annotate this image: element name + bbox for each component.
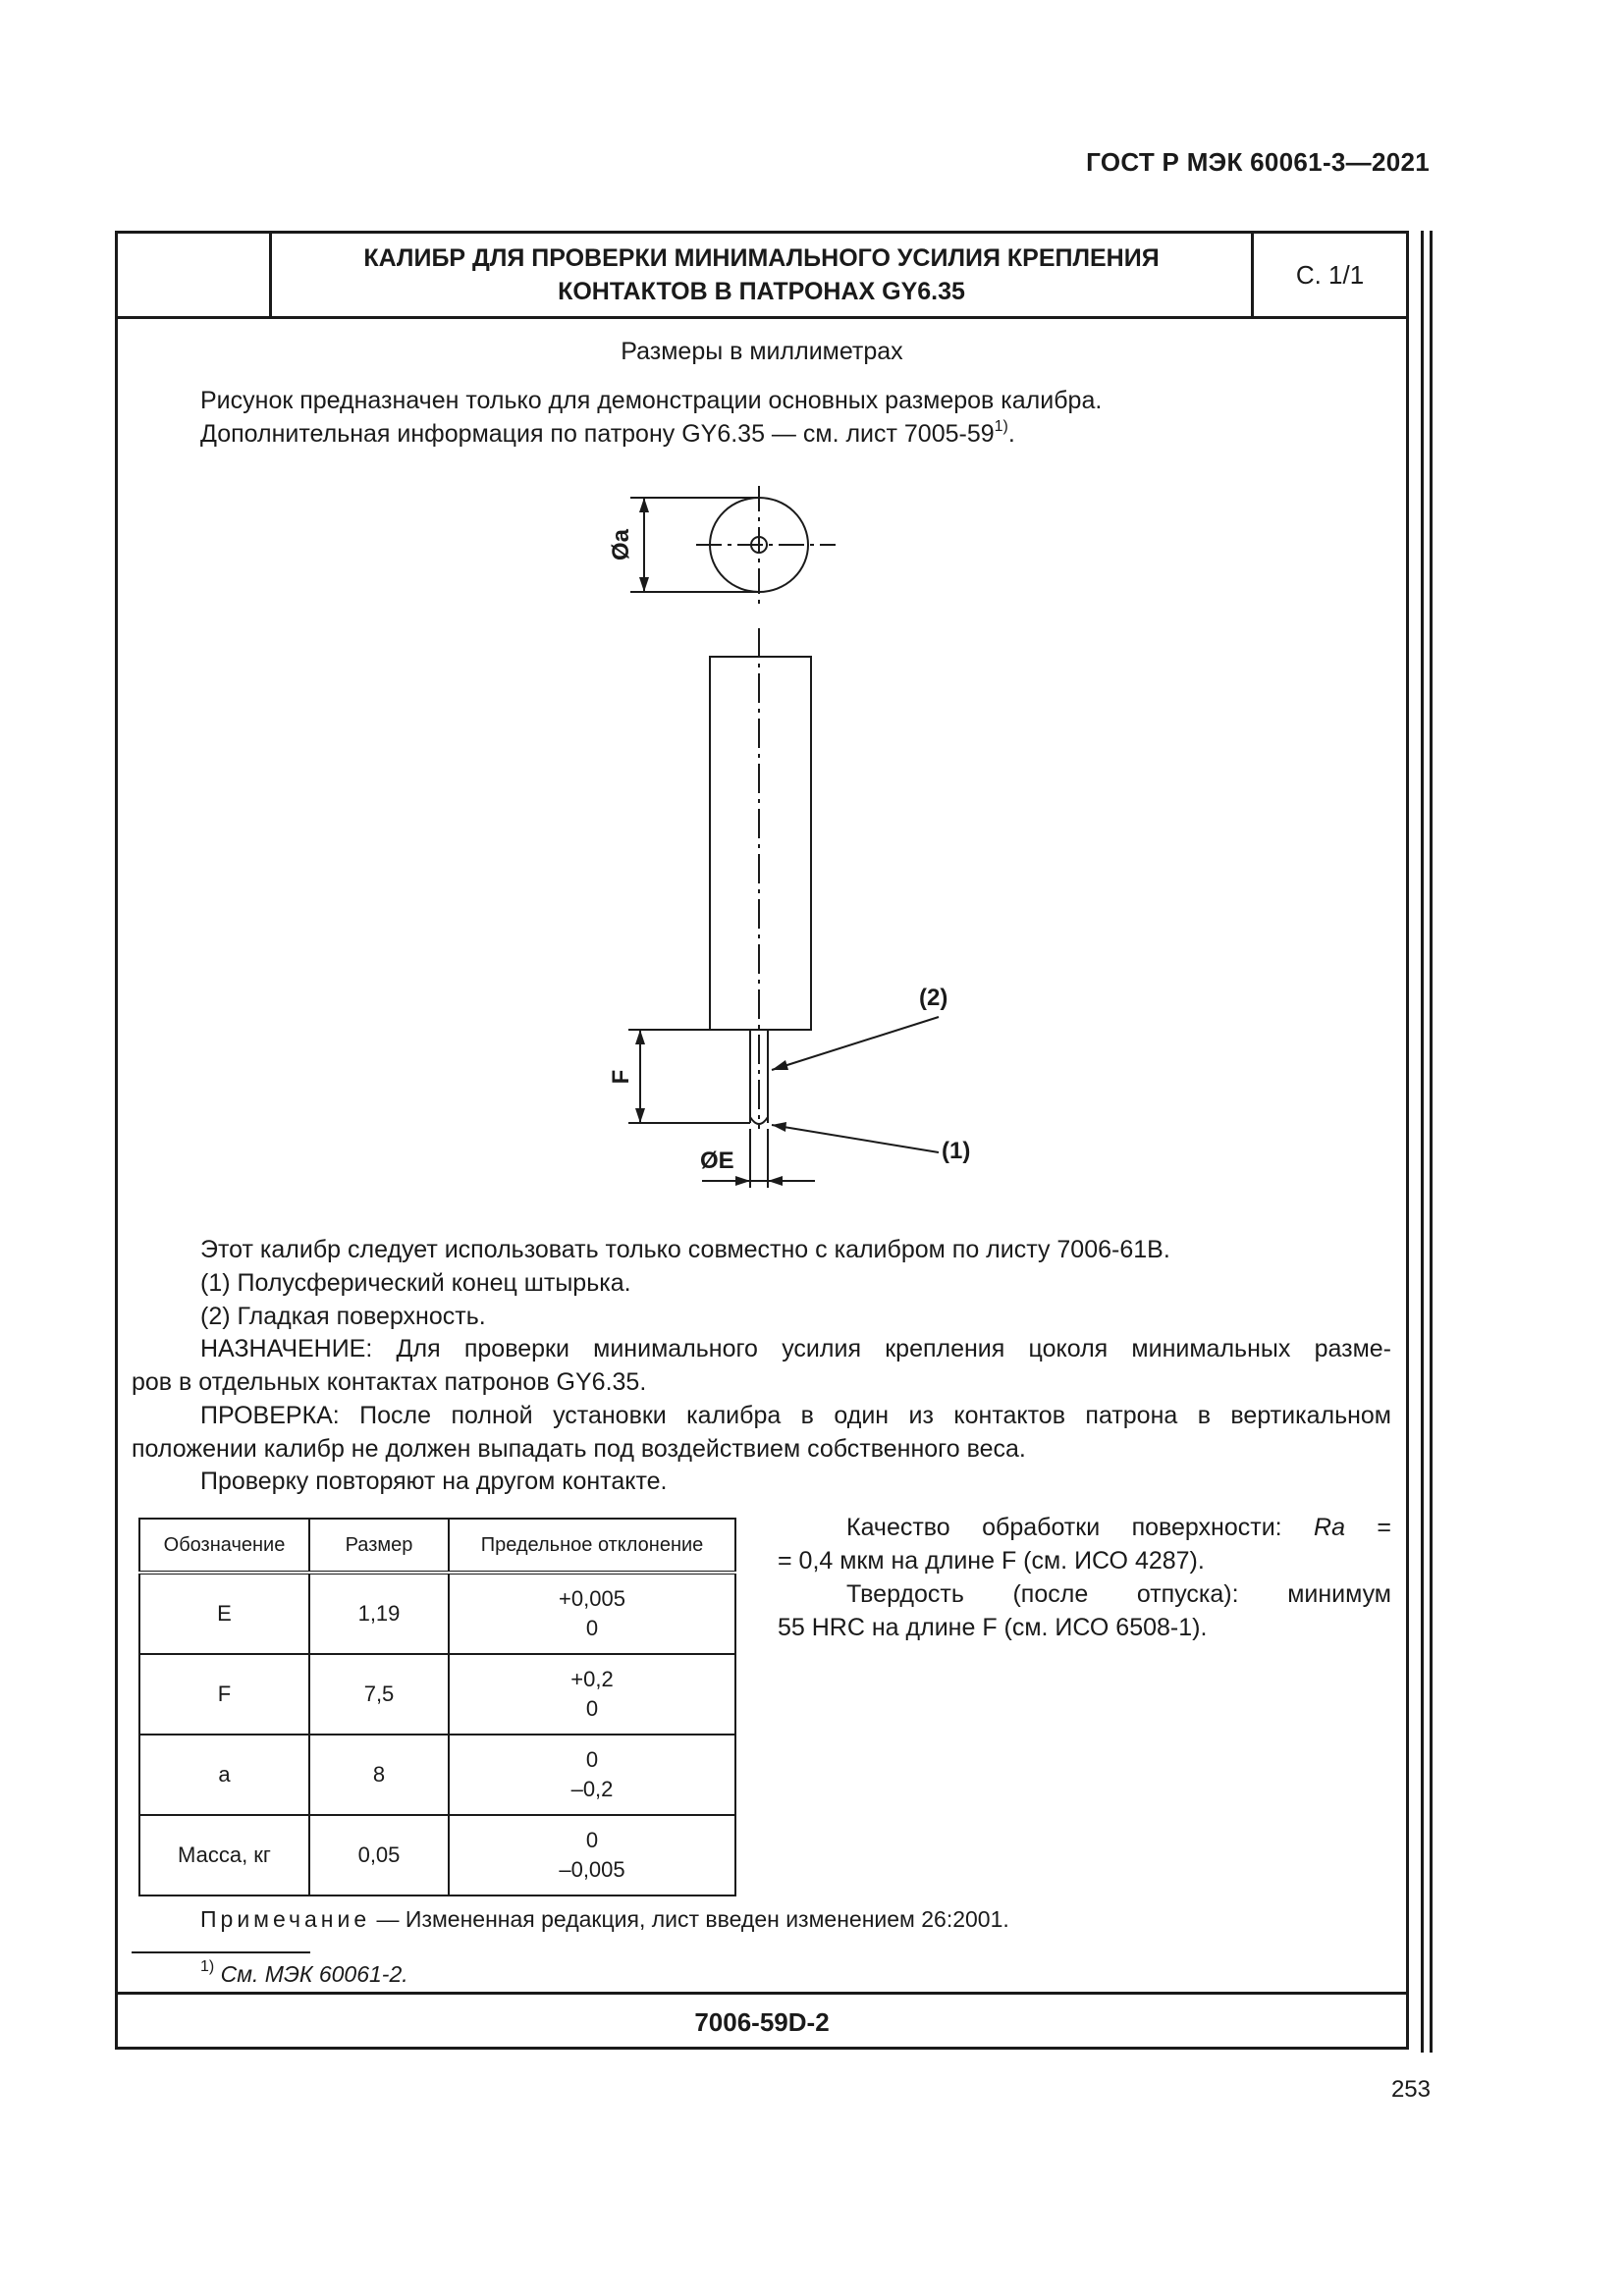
note-item-1: (1) Полусферический конец штырька. (200, 1269, 631, 1297)
col-header-size: Размер (309, 1519, 449, 1573)
cell-symbol: E (139, 1573, 309, 1654)
side-view (628, 628, 939, 1188)
hardness-line-1: Твердость (после отпуска): минимум (846, 1580, 1391, 1608)
dim-f-label: F (608, 1069, 634, 1085)
dim-f-arrow-top (635, 1030, 645, 1044)
tolerance-upper: +0,005 (559, 1586, 625, 1611)
units-note: Размеры в миллиметрах (621, 338, 903, 365)
cell-tolerance (449, 1573, 735, 1654)
note-label: Примечание (200, 1906, 371, 1932)
purpose-line-2: ров в отдельных контактах патронов GY6.35. (132, 1368, 647, 1396)
cell-symbol: F (139, 1654, 309, 1735)
tolerance-upper: +0,2 (570, 1667, 614, 1691)
dim-e-arrow-right (768, 1176, 783, 1186)
hardness-line-2: 55 HRC на длине F (см. ИСО 6508-1). (778, 1614, 1208, 1641)
note-text: — Измененная редакция, лист введен изменением 26:2001. (370, 1906, 1009, 1932)
sheet-title-line-1: КАЛИБР ДЛЯ ПРОВЕРКИ МИНИМАЛЬНОГО УСИЛИЯ КРЕПЛЕНИЯ (363, 244, 1160, 272)
callout-2: (2) (919, 985, 948, 1011)
check-line-1: ПРОВЕРКА: После полной установки калибра в один из контактов патрона в вертикальном (200, 1402, 1391, 1429)
leader-1-arrow (772, 1122, 786, 1132)
surface-quality-equals: = (1345, 1514, 1392, 1541)
table-row (139, 1815, 735, 1896)
footnote-ref: 1) (994, 417, 1008, 435)
tolerance-upper: 0 (585, 1828, 599, 1852)
sheet-title-line-2: КОНТАКТОВ В ПАТРОНАХ GY6.35 (558, 278, 965, 305)
note-item-2: (2) Гладкая поверхность. (200, 1303, 486, 1330)
table-row (139, 1654, 735, 1735)
dim-a-label: Øa (608, 528, 634, 561)
callout-1: (1) (942, 1138, 971, 1164)
surface-quality-line-2: = 0,4 мкм на длине F (см. ИСО 4287). (778, 1547, 1205, 1575)
sheet-number: С. 1/1 (1295, 259, 1365, 290)
tolerance-lower: –0,2 (570, 1777, 614, 1801)
dim-f-arrow-bottom (635, 1108, 645, 1123)
dim-a-arrow-top (639, 498, 649, 512)
table-row (139, 1573, 735, 1654)
tolerance-lower: –0,005 (559, 1857, 625, 1882)
page-number: 253 (1390, 2076, 1431, 2103)
dim-a-arrow-bottom (639, 577, 649, 592)
tolerance-lower: 0 (585, 1696, 599, 1721)
cell-tolerance (449, 1815, 735, 1896)
table-row (139, 1735, 735, 1815)
col-header-symbol: Обозначение (139, 1519, 309, 1573)
dim-e-label: ØE (700, 1148, 734, 1174)
cell-size: 7,5 (309, 1654, 449, 1735)
cell-symbol: a (139, 1735, 309, 1815)
cell-size: 0,05 (309, 1815, 449, 1896)
ra-symbol: Ra (1314, 1514, 1345, 1541)
top-view (630, 486, 836, 604)
leader-1 (772, 1125, 939, 1152)
check-line-2: положении калибр не должен выпадать под воздействием собственного веса. (132, 1435, 1026, 1463)
leader-2-arrow (772, 1060, 788, 1070)
surface-quality-text: Качество обработки поверхности: (846, 1514, 1315, 1541)
table-header-row (139, 1519, 735, 1573)
cell-symbol: Масса, кг (139, 1815, 309, 1896)
intro-line-1: Рисунок предназначен только для демонстрации основных размеров калибра. (200, 387, 1103, 414)
amendment-note (200, 1902, 1009, 1936)
surface-quality-line-1 (846, 1511, 1391, 1544)
tolerance-lower: 0 (585, 1616, 599, 1640)
col-header-tolerance: Предельное отклонение (449, 1519, 735, 1573)
cell-size: 8 (309, 1735, 449, 1815)
footnote-separator (132, 1951, 310, 1953)
footnote-mark: 1) (200, 1958, 215, 1976)
repeat-note: Проверку повторяют на другом контакте. (200, 1468, 668, 1495)
standard-number: ГОСТ Р МЭК 60061-3—2021 (1086, 147, 1430, 177)
sheet-code: 7006-59D-2 (694, 2006, 830, 2037)
dim-e-arrow-left (735, 1176, 750, 1186)
leader-2 (772, 1017, 939, 1070)
cell-size: 1,19 (309, 1573, 449, 1654)
footnote (200, 1957, 408, 1991)
usage-note: Этот калибр следует использовать только совместно с калибром по листу 7006-61B. (200, 1236, 1170, 1263)
cell-tolerance (449, 1735, 735, 1815)
cell-tolerance (449, 1654, 735, 1735)
gauge-body (710, 657, 811, 1030)
dimensions-table (138, 1518, 736, 1896)
footnote-text: См. МЭК 60061-2. (220, 1961, 408, 1987)
intro-line-2-end: . (1007, 420, 1015, 448)
purpose-line-1: НАЗНАЧЕНИЕ: Для проверки минимального усилия крепления цоколя минимальных разме- (200, 1335, 1391, 1362)
tolerance-upper: 0 (585, 1747, 599, 1772)
intro-line-2-text: Дополнительная информация по патрону GY6.35 — см. лист 7005-59 (200, 420, 995, 448)
